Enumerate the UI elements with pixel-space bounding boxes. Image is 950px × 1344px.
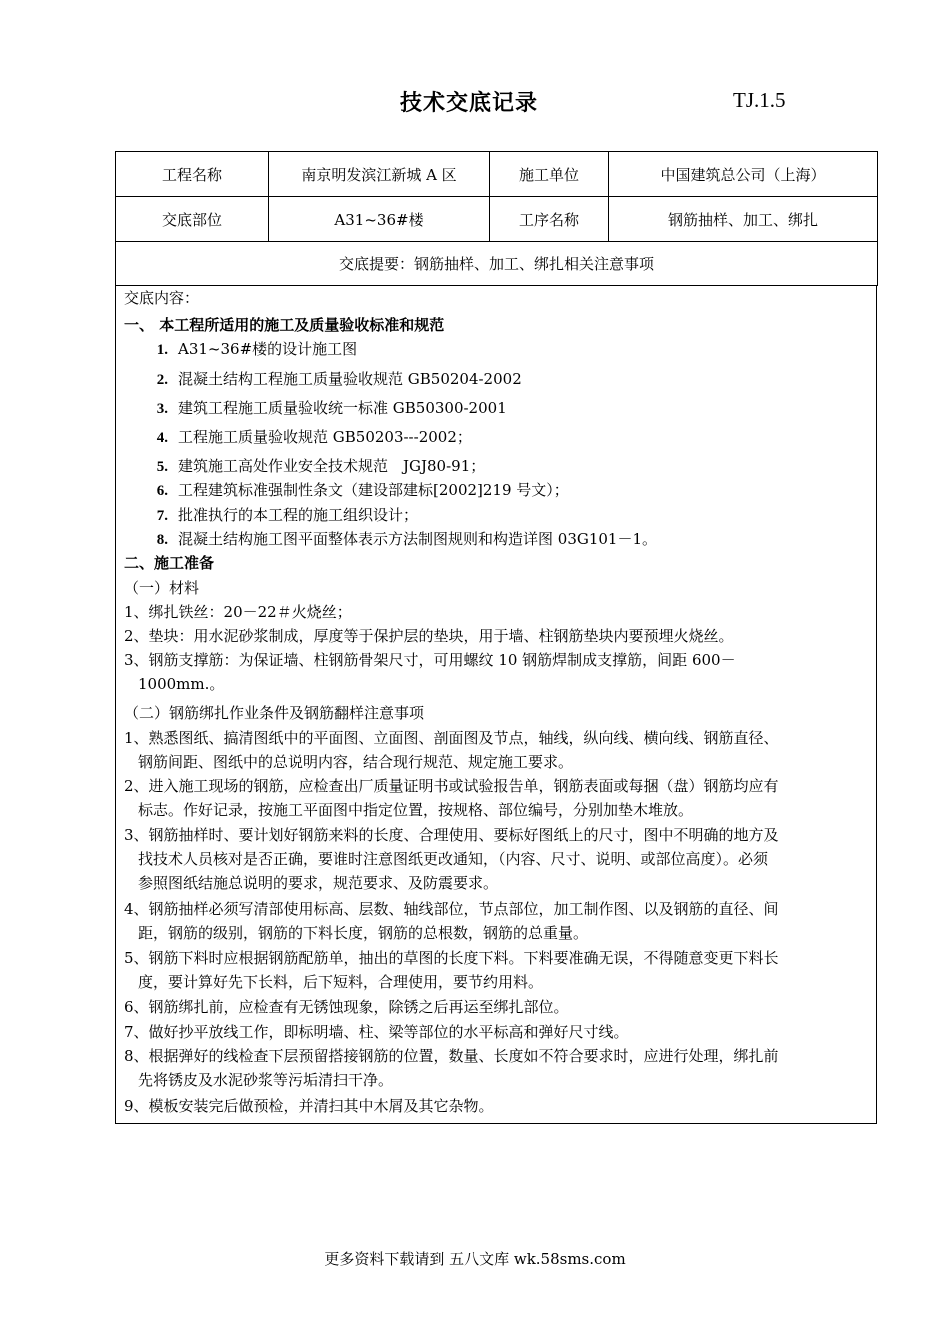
list-item: 4. 工程施工质量验收规范 GB50203---2002； <box>156 428 472 446</box>
list-item: 6、钢筋绑扎前，应检查有无锈蚀现象，除锈之后再运至绑扎部位。 <box>124 998 569 1016</box>
list-item: 3、钢筋抽样时、要计划好钢筋来料的长度、合理使用、要标好图纸上的尺寸，图中不明确的地方及 找技术人员核对是否正确，要谁时注意图纸更改通知，（内容、尺寸、说明、或部位高度）。必须 参照图纸结施总说明的要求，规范要求、及防震要求。 <box>124 826 779 892</box>
form-code: TJ.1.5 <box>733 88 786 112</box>
list-item: 2. 混凝土结构工程施工质量验收规范 GB50204-2002 <box>156 370 522 388</box>
table-row <box>116 197 878 242</box>
list-item: 3、钢筋支撑筋：为保证墙、柱钢筋骨架尺寸，可用螺纹 10 钢筋焊制成支撑筋，间距 600－ 1000mm.。 <box>124 651 736 693</box>
table-row <box>116 152 878 197</box>
process-value: 钢筋抽样、加工、绑扎 <box>609 197 878 242</box>
list-item: 8. 混凝土结构施工图平面整体表示方法制图规则和构造详图 03G101－1。 <box>156 530 658 548</box>
content-box <box>115 286 877 1124</box>
list-item: 1、绑扎铁丝：20－22＃火烧丝； <box>124 603 352 621</box>
footer-link[interactable]: 更多资料下载请到 五八文库 wk.58sms.com <box>324 1250 626 1268</box>
list-item: 3. 建筑工程施工质量验收统一标准 GB50300-2001 <box>156 399 507 417</box>
content-intro: 交底内容： <box>124 289 200 307</box>
list-item: 5. 建筑施工高处作业安全技术规范 JGJ80-91； <box>156 457 486 475</box>
list-item: 6. 工程建筑标准强制性条文（建设部建标[2002]219 号文）； <box>156 481 569 499</box>
section2-title: 二、施工准备 <box>124 554 215 572</box>
list-item: 2、垫块：用水泥砂浆制成，厚度等于保护层的垫块，用于墙、柱钢筋垫块内要预埋火烧丝。 <box>124 627 734 645</box>
contractor-label: 施工单位 <box>490 152 609 197</box>
materials-title: （一）材料 <box>124 579 200 597</box>
section1-title: 一、 本工程所适用的施工及质量验收标准和规范 <box>124 316 445 334</box>
info-table <box>115 151 878 286</box>
list-item: 7. 批准执行的本工程的施工组织设计； <box>156 506 419 524</box>
table-row <box>116 242 878 286</box>
list-item: 4、钢筋抽样必须写清部使用标高、层数、轴线部位，节点部位，加工制作图、以及钢筋的直径、间 距，钢筋的级别，钢筋的下料长度，钢筋的总根数，钢筋的总重量。 <box>124 900 779 942</box>
document-title: 技术交底记录 <box>400 90 539 116</box>
document-header <box>0 86 950 120</box>
project-name-value: 南京明发滨江新城 A 区 <box>269 152 490 197</box>
project-name-label: 工程名称 <box>116 152 269 197</box>
list-item: 8、根据弹好的线检查下层预留搭接钢筋的位置，数量、长度如不符合要求时，应进行处理，绑扎前 先将锈皮及水泥砂浆等污垢清扫干净。 <box>124 1047 779 1089</box>
list-item: 1、熟悉图纸、搞清图纸中的平面图、立面图、剖面图及节点，轴线，纵向线、横向线、钢筋直径、 钢筋间距、图纸中的总说明内容，结合现行规范、规定施工要求。 <box>124 729 779 771</box>
conditions-title: （二）钢筋绑扎作业条件及钢筋翻样注意事项 <box>124 704 425 722</box>
location-label: 交底部位 <box>116 197 269 242</box>
list-item: 1. A31~36#楼的设计施工图 <box>156 340 358 358</box>
list-item: 5、钢筋下料时应根据钢筋配筋单，抽出的草图的长度下料。下料要准确无误，不得随意变更下料长 度，要计算好先下长料，后下短料，合理使用，要节约用料。 <box>124 949 779 991</box>
process-label: 工序名称 <box>490 197 609 242</box>
list-item: 2、进入施工现场的钢筋，应检查出厂质量证明书或试验报告单，钢筋表面或每捆（盘）钢筋均应有 标志。作好记录，按施工平面图中指定位置，按规格、部位编号，分别加垫木堆放。 <box>124 777 779 819</box>
summary-cell: 交底提要：钢筋抽样、加工、绑扎相关注意事项 <box>116 242 878 286</box>
list-item: 7、做好抄平放线工作，即标明墙、柱、梁等部位的水平标高和弹好尺寸线。 <box>124 1023 629 1041</box>
location-value: A31~36#楼 <box>269 197 490 242</box>
contractor-value: 中国建筑总公司（上海） <box>609 152 878 197</box>
list-item: 9、模板安装完后做预检，并清扫其中木屑及其它杂物。 <box>124 1097 494 1115</box>
